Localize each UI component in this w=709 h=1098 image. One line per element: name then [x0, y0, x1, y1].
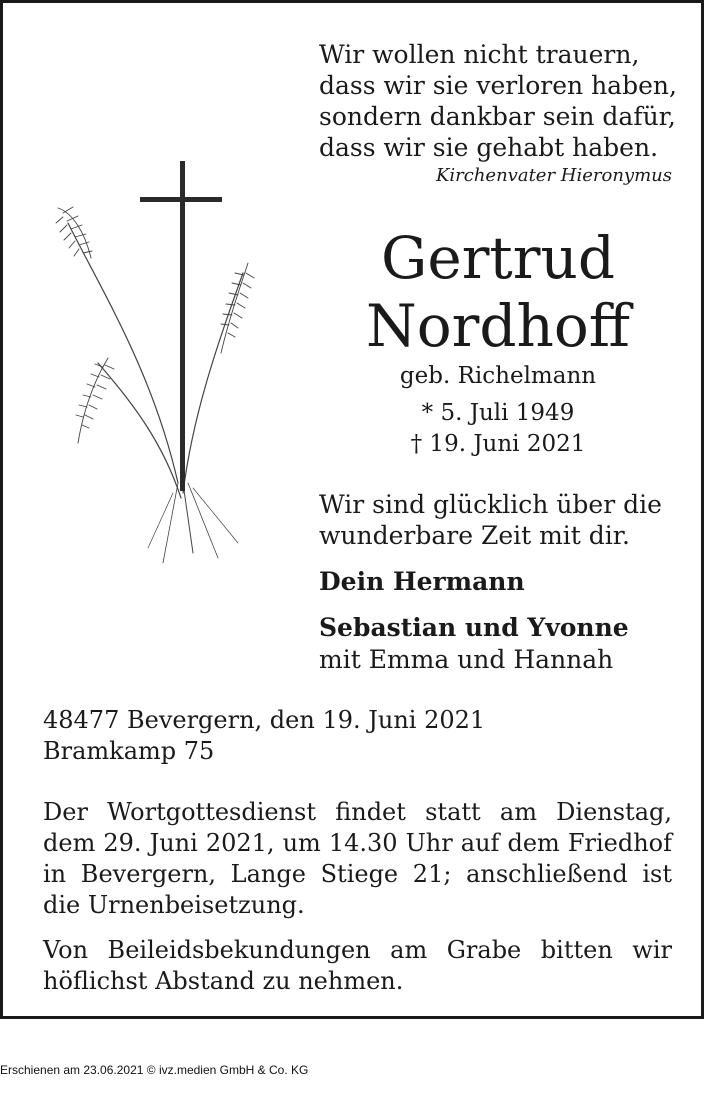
- maiden-name: geb. Richelmann: [399, 363, 597, 389]
- address-block: [43, 705, 485, 767]
- death-date: † 19. Juni 2021: [410, 431, 586, 457]
- farewell-line: wunderbare Zeit mit dir.: [319, 521, 630, 550]
- deceased-last-name: Nordhoff: [365, 292, 630, 360]
- farewell-text: [319, 489, 662, 551]
- poem-line: Wir wollen nicht trauern,: [319, 40, 640, 69]
- service-info-paragraph: Der Wortgottesdienst findet statt am Dienstag, dem 29. Juni 2021, um 14.30 Uhr auf dem Friedhof in Bevergern, Lange Stiege 21; anschließend ist die Urnenbeisetzung.: [43, 798, 672, 919]
- mourner-children: Sebastian und Yvonne: [319, 613, 629, 642]
- poem-line: sondern dankbar sein dafür,: [319, 102, 676, 131]
- address-line-street: Bramkamp 75: [43, 737, 215, 765]
- poem-line: dass wir sie gehabt haben.: [319, 133, 659, 162]
- poem: [319, 39, 679, 163]
- cross-with-wheat-icon: [43, 153, 263, 573]
- address-line-place-date: 48477 Bevergern, den 19. Juni 2021: [43, 706, 486, 734]
- publication-footer: Erschienen am 23.06.2021 © ivz.medien GmbH & Co. KG: [0, 1063, 309, 1077]
- birth-date: * 5. Juli 1949: [421, 400, 575, 426]
- deceased-first-name: Gertrud: [381, 224, 615, 292]
- poem-attribution: Kirchenvater Hieronymus: [435, 165, 672, 186]
- mourner-grandchildren: mit Emma und Hannah: [319, 645, 614, 674]
- mourner-spouse: Dein Hermann: [319, 567, 525, 596]
- condolence-note-paragraph: Von Beileidsbekundungen am Grabe bitten wir höflichst Abstand zu nehmen.: [43, 936, 672, 995]
- farewell-line: Wir sind glücklich über die: [319, 490, 662, 519]
- poem-line: dass wir sie verloren haben,: [319, 71, 677, 100]
